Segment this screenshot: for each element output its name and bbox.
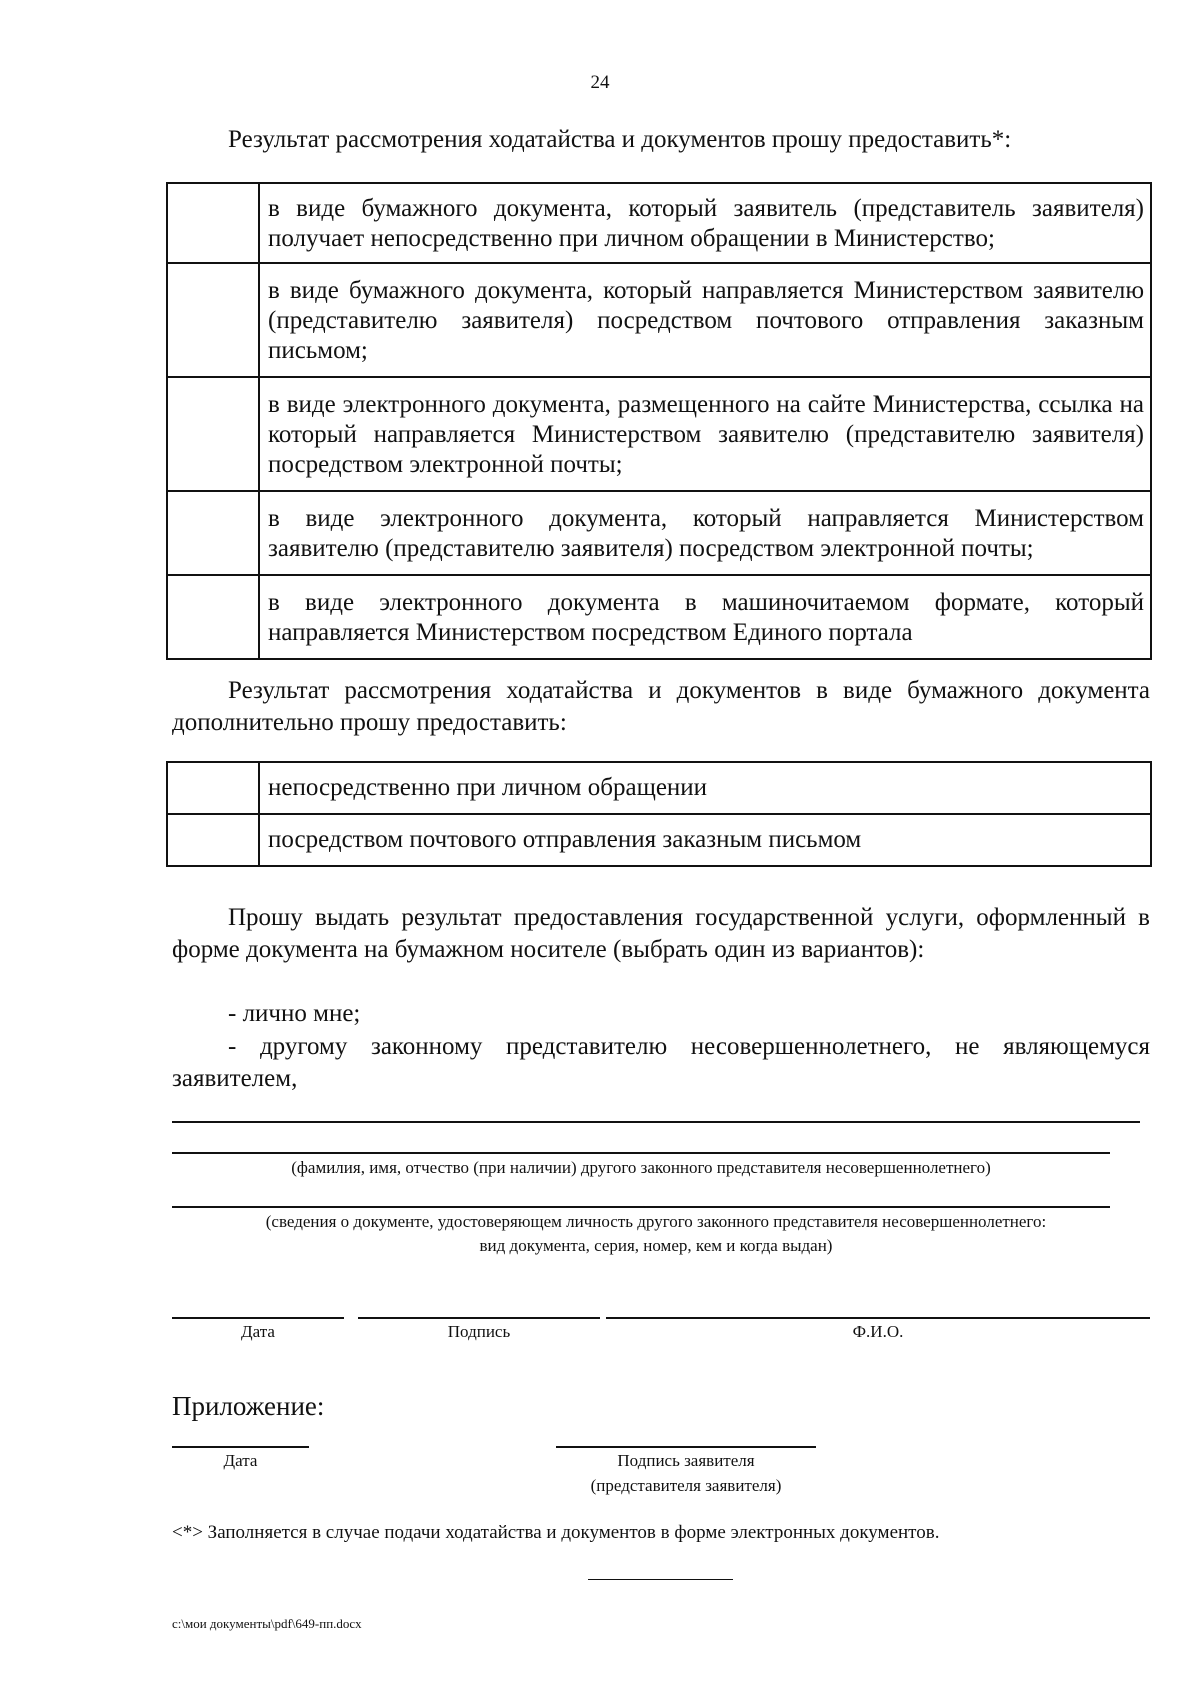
option-row xyxy=(167,575,1151,659)
option-text: в виде электронного документа в машиночитаемом формате, который направляется Министерством посредством Единого портала xyxy=(259,575,1151,659)
appendix-signature-label: Подпись заявителя xyxy=(617,1451,755,1470)
option-checkbox[interactable] xyxy=(167,263,259,377)
fio-label: Ф.И.О. xyxy=(852,1322,904,1341)
page-number: 24 xyxy=(590,72,610,93)
option-text: непосредственно при личном обращении xyxy=(259,762,1151,814)
option-checkbox[interactable] xyxy=(167,762,259,814)
option-checkbox[interactable] xyxy=(167,575,259,659)
section1-heading: Результат рассмотрения ходатайства и документов прошу предоставить*: xyxy=(228,126,1012,153)
caption-document-line1: (сведения о документе, удостоверяющем личность другого законного представителя несовершеннолетнего: xyxy=(265,1212,1047,1231)
appendix-date-line[interactable] xyxy=(172,1446,309,1448)
option-checkbox[interactable] xyxy=(167,377,259,491)
footnote: <*> Заполняется в случае подачи ходатайства и документов в форме электронных документов. xyxy=(172,1522,940,1543)
option-checkbox[interactable] xyxy=(167,814,259,866)
option-row xyxy=(167,491,1151,575)
date-label: Дата xyxy=(241,1322,275,1341)
issue-request-paragraph: Прошу выдать результат предоставления государственной услуги, оформленный в форме документа на бумажном носителе (выбрать один из вариантов): xyxy=(172,904,1150,963)
delivery-options-table xyxy=(166,182,1152,660)
appendix-signature-sublabel: (представителя заявителя) xyxy=(590,1476,782,1495)
option-text: посредством почтового отправления заказным письмом xyxy=(259,814,1151,866)
signature-line[interactable] xyxy=(358,1317,600,1319)
option-personally: - лично мне; xyxy=(228,1000,361,1027)
option-checkbox[interactable] xyxy=(167,491,259,575)
caption-fio: (фамилия, имя, отчество (при наличии) другого законного представителя несовершеннолетнего) xyxy=(291,1158,991,1177)
option-other-representative: - другому законному представителю несовершеннолетнего, не являющемуся заявителем, xyxy=(172,1033,1150,1092)
caption-document-line2: вид документа, серия, номер, кем и когда выдан) xyxy=(479,1236,833,1255)
fill-line[interactable] xyxy=(172,1152,1110,1154)
date-line[interactable] xyxy=(172,1317,344,1319)
option-checkbox[interactable] xyxy=(167,183,259,263)
fio-line[interactable] xyxy=(606,1317,1150,1319)
section2-heading: Результат рассмотрения ходатайства и документов в виде бумажного документа дополнительно прошу предоставить: xyxy=(172,677,1150,736)
option-text: в виде электронного документа, размещенного на сайте Министерства, ссылка на который направляется Министерством заявителю (представителю заявителя) посредством электронной почты; xyxy=(259,377,1151,491)
file-path: c:\мои документы\pdf\649-пп.docx xyxy=(172,1616,362,1631)
option-text: в виде бумажного документа, который направляется Министерством заявителю (представителю заявителя) посредством почтового отправления заказным письмом; xyxy=(259,263,1151,377)
paper-delivery-table xyxy=(166,761,1152,867)
option-row xyxy=(167,814,1151,866)
option-row xyxy=(167,263,1151,377)
option-text: в виде электронного документа, который направляется Министерством заявителю (представителю заявителя) посредством электронной почты; xyxy=(259,491,1151,575)
option-row xyxy=(167,183,1151,263)
fill-line[interactable] xyxy=(172,1206,1110,1208)
option-text: в виде бумажного документа, который заявитель (представитель заявителя) получает непосредственно при личном обращении в Министерство; xyxy=(259,183,1151,263)
option-row xyxy=(167,762,1151,814)
appendix-signature-line[interactable] xyxy=(556,1446,816,1448)
appendix-title: Приложение: xyxy=(172,1391,325,1421)
option-row xyxy=(167,377,1151,491)
fill-line[interactable] xyxy=(172,1121,1140,1123)
end-rule xyxy=(588,1579,733,1580)
appendix-date-label: Дата xyxy=(223,1451,258,1470)
signature-label: Подпись xyxy=(447,1322,511,1341)
